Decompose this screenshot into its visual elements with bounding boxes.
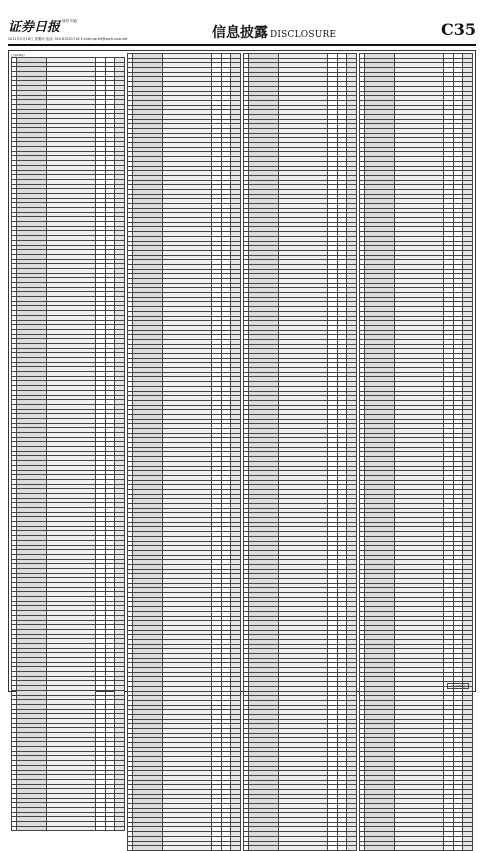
section-title-cn: 信息披露 [212, 25, 268, 41]
table-column-4 [359, 53, 473, 687]
table-cell [365, 846, 395, 851]
section-title [212, 22, 336, 42]
table-cell [347, 846, 357, 851]
table-cell [279, 846, 328, 851]
table-column-3 [243, 53, 357, 687]
table-cell [133, 846, 163, 851]
table-cell [163, 846, 212, 851]
table-row [244, 846, 357, 851]
table-cell [337, 846, 347, 851]
table-cell [17, 826, 47, 831]
page-number: C35 [441, 20, 476, 39]
logo-subtitle: 财经 时政 [62, 19, 78, 23]
date-contact-line: 2021年2月18日 星期四 电话: 010-83251716 E-mail:zqrb9@zqrb.sina.net [8, 37, 128, 41]
table-cell [249, 846, 279, 851]
disclosure-table-area [8, 50, 476, 692]
table-cell [212, 846, 222, 851]
table-cell [105, 826, 115, 831]
section-title-en: DISCLOSURE [270, 30, 337, 40]
continued-from-heading: (上接C34版) [11, 54, 25, 57]
disclosure-table [359, 53, 473, 851]
table-cell [395, 846, 444, 851]
table-row [360, 846, 473, 851]
table-cell [221, 846, 231, 851]
table-cell [453, 846, 463, 851]
table-cell [463, 846, 473, 851]
newspaper-logo: 证券日报 [8, 20, 61, 35]
table-column-1 [11, 53, 125, 687]
table-cell [444, 846, 454, 851]
table-row [12, 826, 125, 831]
table-cell [47, 826, 96, 831]
masthead-rule [8, 44, 476, 46]
masthead [8, 16, 476, 44]
table-cell [328, 846, 338, 851]
table-cell [231, 846, 241, 851]
continued-to-note: (下转C36版) [447, 683, 469, 689]
table-row [128, 846, 241, 851]
table-cell [96, 826, 106, 831]
disclosure-table [11, 57, 125, 831]
table-cell [115, 826, 125, 831]
disclosure-table [127, 53, 241, 851]
table-column-2 [127, 53, 241, 687]
disclosure-table [243, 53, 357, 851]
